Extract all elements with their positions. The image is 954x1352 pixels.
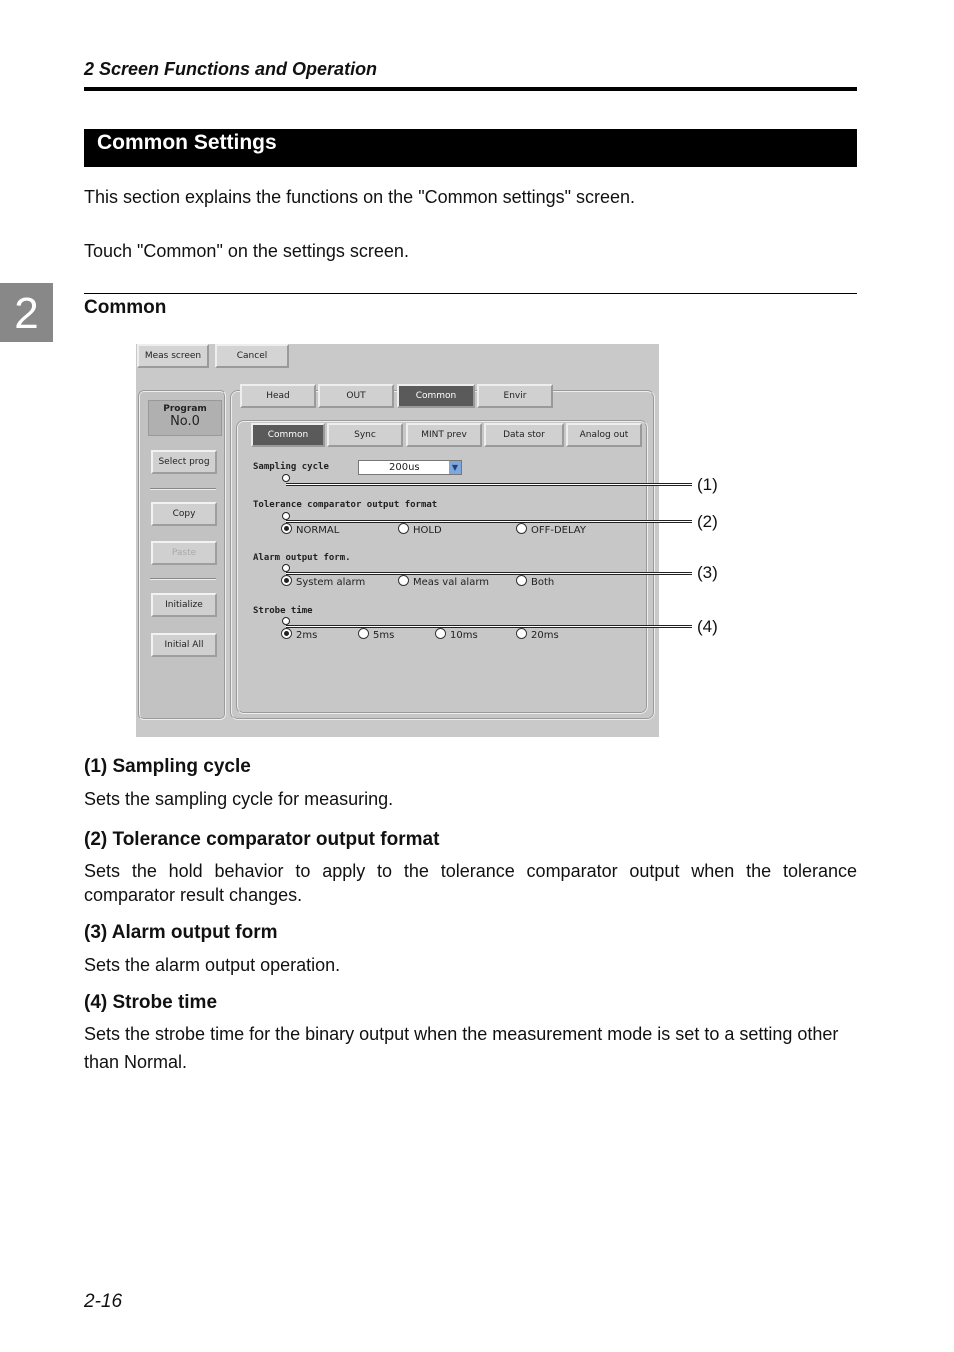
tolerance-option-off-delay[interactable]: OFF-DELAY: [516, 523, 586, 536]
subsection-rule: [84, 293, 857, 294]
tab-head[interactable]: Head: [240, 384, 316, 408]
sampling-cycle-label: Sampling cycle: [253, 462, 329, 472]
strobe-time-label: Strobe time: [253, 606, 313, 616]
subsection-title: Common: [84, 297, 167, 318]
cancel-button[interactable]: Cancel: [215, 344, 289, 368]
radio-icon: [398, 523, 409, 534]
section-title: Common Settings: [97, 131, 277, 154]
item-text-strobe: Sets the strobe time for the binary output when the measurement mode is set to a setting other than Normal.: [84, 1024, 839, 1072]
tolerance-option-hold[interactable]: HOLD: [398, 523, 442, 536]
running-head: 2 Screen Functions and Operation: [84, 59, 378, 79]
item-heading-alarm: (3) Alarm output form: [84, 922, 278, 943]
radio-selected-icon: [281, 575, 292, 586]
radio-selected-icon: [281, 523, 292, 534]
tab-out[interactable]: OUT: [318, 384, 394, 408]
radio-selected-icon: [281, 628, 292, 639]
tab-envir[interactable]: Envir: [477, 384, 553, 408]
item-heading-sampling-cycle: (1) Sampling cycle: [84, 756, 251, 777]
tab-common[interactable]: Common: [397, 384, 475, 408]
alarm-option-both[interactable]: Both: [516, 575, 554, 588]
radio-icon: [516, 523, 527, 534]
item-text-tolerance: Sets the hold behavior to apply to the tolerance comparator output when the tolerance comparator result changes.: [84, 861, 857, 905]
initialize-button[interactable]: Initialize: [151, 593, 217, 617]
callout-marker-4: [282, 617, 290, 625]
item-heading-strobe: (4) Strobe time: [84, 992, 218, 1013]
chevron-down-icon[interactable]: ▼: [449, 461, 461, 474]
strobe-option-5ms[interactable]: 5ms: [358, 628, 394, 641]
initial-all-button[interactable]: Initial All: [151, 633, 217, 657]
callout-marker-3: [282, 564, 290, 572]
sampling-cycle-select[interactable]: [358, 460, 462, 475]
strobe-option-20ms[interactable]: 20ms: [516, 628, 559, 641]
subtab-mint-prev[interactable]: MINT prev: [406, 423, 482, 447]
radio-icon: [516, 628, 527, 639]
strobe-option-10ms[interactable]: 10ms: [435, 628, 478, 641]
callout-line-2: [286, 520, 692, 523]
paste-button[interactable]: Paste: [151, 541, 217, 565]
callout-line-3: [286, 572, 692, 575]
radio-icon: [358, 628, 369, 639]
meas-screen-button[interactable]: Meas screen: [137, 344, 209, 368]
callout-label-1: (1): [697, 475, 718, 494]
subtab-common[interactable]: Common: [251, 423, 325, 447]
program-label: Program: [163, 404, 207, 414]
intro-text: This section explains the functions on the "Common settings" screen.: [84, 187, 636, 207]
program-number: No.0: [170, 414, 200, 429]
subtab-analog-out[interactable]: Analog out: [566, 423, 642, 447]
alarm-option-meas-val[interactable]: Meas val alarm: [398, 575, 489, 588]
divider: [150, 578, 216, 580]
strobe-option-2ms[interactable]: 2ms: [281, 628, 317, 641]
left-panel: [138, 390, 226, 720]
item-heading-tolerance: (2) Tolerance comparator output format: [84, 829, 440, 850]
instruction-text: Touch "Common" on the settings screen.: [84, 241, 409, 261]
sampling-cycle-value: 200us: [389, 462, 420, 473]
subtab-data-stor[interactable]: Data stor: [484, 423, 564, 447]
alarm-option-system[interactable]: System alarm: [281, 575, 365, 588]
divider: [150, 488, 216, 490]
chapter-tab: 2: [0, 283, 53, 342]
tolerance-format-label: Tolerance comparator output format: [253, 500, 438, 510]
radio-icon: [516, 575, 527, 586]
radio-icon: [435, 628, 446, 639]
select-prog-button[interactable]: Select prog: [151, 450, 217, 474]
callout-label-4: (4): [697, 617, 718, 636]
item-text-sampling-cycle: Sets the sampling cycle for measuring.: [84, 789, 394, 809]
header-rule: [84, 87, 857, 91]
radio-icon: [398, 575, 409, 586]
callout-label-3: (3): [697, 563, 718, 582]
copy-button[interactable]: Copy: [151, 502, 217, 526]
alarm-output-label: Alarm output form.: [253, 553, 351, 563]
callout-marker-1: [282, 474, 290, 482]
callout-label-2: (2): [697, 512, 718, 531]
tolerance-option-normal[interactable]: NORMAL: [281, 523, 339, 536]
callout-line-4: [286, 625, 692, 628]
subtab-sync[interactable]: Sync: [327, 423, 403, 447]
common-settings-screenshot: [136, 344, 659, 737]
program-display: [148, 400, 222, 436]
page-number: 2-16: [84, 1291, 123, 1312]
callout-line-1: [286, 483, 692, 486]
item-text-alarm: Sets the alarm output operation.: [84, 955, 341, 975]
callout-marker-2: [282, 512, 290, 520]
